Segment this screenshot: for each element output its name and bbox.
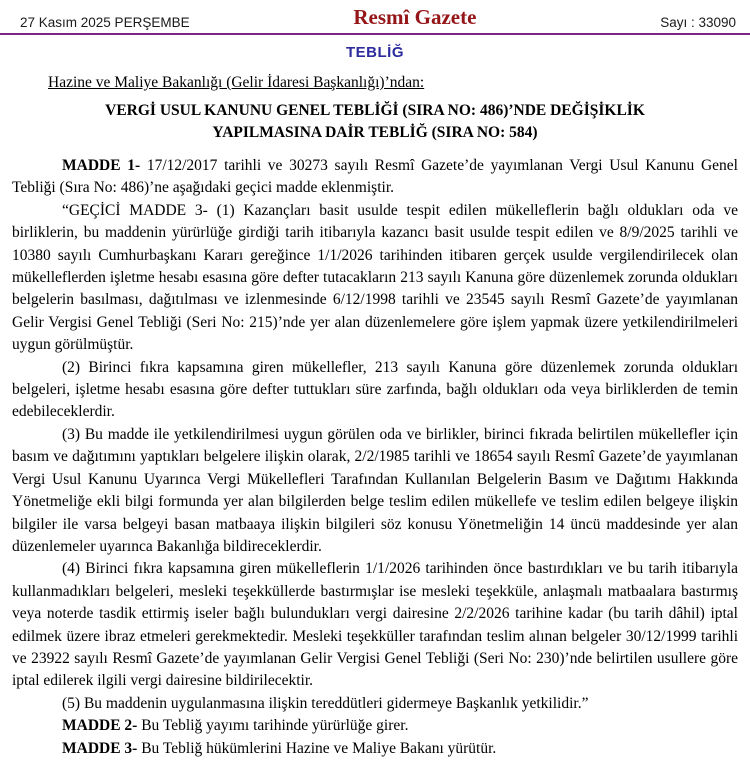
- article-text: (5) Bu maddenin uygulanmasına ilişkin tereddütleri gidermeye Başkanlık yetkilidir.”: [62, 694, 589, 712]
- article-text: (4) Birinci fıkra kapsamına giren mükelleflerin 1/1/2026 tarihinden önce bastırdıkları ve bu tarih itibarıyla kullanmadıkları belgeleri, mesleki teşekküllerde bastırmışlar ise mesleki teşekküle, anlaşmalı matbaalara bastırmış veya noterde tasdik ettirmiş iseler bağlı bulundukları vergi dairesine 2/2/2026 tarihine kadar (bu tarih dâhil) iptal edilmek üzere ibraz etmeleri gerekmektedir. Mesleki teşekküller tarafından teslim alınan belgeler 30/12/1999 tarihli ve 23922 sayılı Resmî Gazete’de yayımlanan Gelir Vergisi Genel Tebliği (Seri No: 230)’nde belirtilen usullere göre iptal edilerek ilgili vergi dairesine bildirilecektir.: [12, 560, 738, 690]
- issue-number: Sayı : 33090: [660, 15, 736, 30]
- article-text: 17/12/2017 tarihli ve 30273 sayılı Resmî Gazete’de yayımlanan Vergi Usul Kanunu Genel Tebliği (Sıra No: 486)’ne aşağıdaki geçici madde eklenmiştir.: [12, 157, 738, 197]
- masthead: [0, 0, 750, 35]
- article-text: Bu Tebliğ yayımı tarihinde yürürlüğe girer.: [137, 717, 409, 735]
- article-text: (3) Bu madde ile yetkilendirilmesi uygun görülen oda ve birlikler, birinci fıkrada belirtilen mükellefler için basım ve dağıtımını yaptıkları belgelere ilişkin olarak, 2/2/1985 tarihli ve 18654 sayılı Resmî Gazete’de yayımlanan Vergi Usul Kanunu Uyarınca Vergi Mükellefleri Tarafından Kullanılan Belgelerin Basım ve Dağıtımı Hakkında Yönetmeliğe ekli bilgi formunda yer alan bilgilerden belge teslim edilen mükellefe ve teslim edilen belgeye ilişkin bilgiler ile varsa belgeyi basan matbaaya ilişkin bilgileri söz konusu Yönetmeliğin 14 üncü maddesinde yer alan düzenlemeler uyarınca Bakanlığa bildireceklerdir.: [12, 425, 738, 555]
- document-title-line1: VERGİ USUL KANUNU GENEL TEBLİĞİ (SIRA NO: 486)’NDE DEĞİŞİKLİK: [105, 102, 645, 119]
- article-text: (2) Birinci fıkra kapsamına giren mükellefler, 213 sayılı Kanuna göre düzenlemek zorunda oldukları belgeleri, işletme hesabı esasına göre defter tuttukları süre zarfında, bağlı oldukları oda veya birliklerden de temin edebileceklerdir.: [12, 358, 738, 421]
- paragraph-madde-1: [12, 155, 738, 200]
- paragraph-madde-3: [12, 738, 738, 760]
- paragraph-fikra-4: [12, 558, 738, 692]
- issuer-line: Hazine ve Maliye Bakanlığı (Gelir İdaresi Başkanlığı)’ndan:: [48, 74, 425, 91]
- paragraph-fikra-5: [12, 693, 738, 715]
- document-body: [12, 155, 738, 760]
- paragraph-fikra-3: [12, 424, 738, 558]
- section-heading: TEBLİĞ: [346, 44, 404, 61]
- paragraph-gecici-madde-3-fikra-1: [12, 200, 738, 357]
- article-text: “GEÇİCİ MADDE 3- (1) Kazançları basit usulde tespit edilen mükelleflerin bağlı oldukları oda ve birliklerin, bu maddenin yürürlüğe girdiği tarih itibarıyla kazancı basit usulde tespit edilen ve 8/9/2025 tarihli ve 10380 sayılı Cumhurbaşkanı Kararı gereğince 1/1/2026 tarihinden itibaren gerçek usulde vergilendirilecek olan mükelleflerden işletme hesabı esasına göre defter tutacakların 213 sayılı Kanuna göre düzenlemek zorunda oldukları belgelerin basılması, dağıtılması ve izlenmesinde 6/12/1998 tarihli ve 23545 sayılı Resmî Gazete’de yayımlanan Gelir Vergisi Genel Tebliği (Seri No: 215)’nde yer alan düzenlemelere göre işlem yapmak üzere yetkilendirilmeleri uygun görülmüştür.: [12, 201, 738, 354]
- article-lead: MADDE 1-: [62, 157, 141, 174]
- paragraph-fikra-2: [12, 357, 738, 424]
- document-title-line2: YAPILMASINA DAİR TEBLİĞ (SIRA NO: 584): [212, 124, 538, 141]
- article-text: Bu Tebliğ hükümlerini Hazine ve Maliye Bakanı yürütür.: [137, 739, 497, 757]
- gazette-title: Resmî Gazete: [353, 5, 477, 29]
- document-title: [0, 100, 750, 144]
- publication-date: 27 Kasım 2025 PERŞEMBE: [20, 15, 190, 30]
- paragraph-madde-2: [12, 715, 738, 737]
- article-lead: MADDE 3-: [62, 739, 138, 757]
- article-lead: MADDE 2-: [62, 717, 138, 735]
